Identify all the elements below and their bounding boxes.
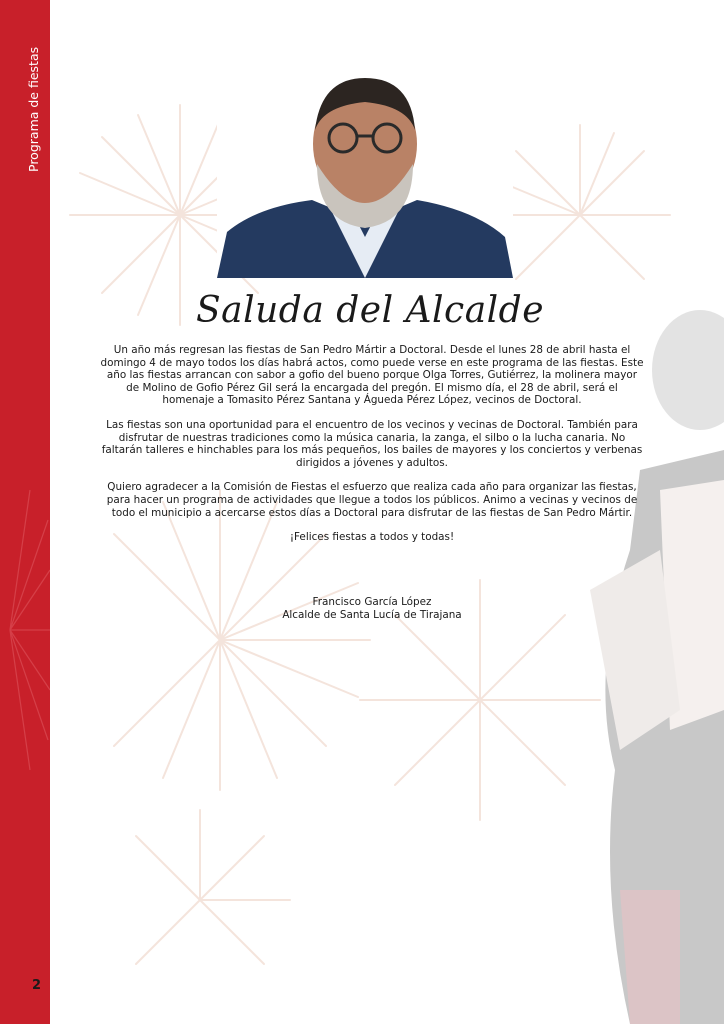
firework-decoration-left	[0, 480, 50, 780]
sidebar-red-bar	[0, 0, 50, 1024]
signature-name: Francisco García López	[312, 596, 432, 608]
signature-block	[230, 596, 514, 622]
mayor-portrait-photo	[217, 72, 513, 278]
paragraph: Quiero agradecer a la Comisión de Fiestas el esfuerzo que realiza cada año para organizar las fiestas, para hacer un programa de actividades que llegue a todos los públicos. Animo a vecinas y vecinos de todo el municipio a acercarse estos días a Doctoral para disfrutar de las fiestas de San Pedro Mártir.	[106, 481, 638, 519]
paragraph: Un año más regresan las fiestas de San Pedro Mártir a Doctoral. Desde el lunes 28 de abril hasta el domingo 4 de mayo todos los días habrá actos, como puede verse en este programa de las fiestas. Este año las fiestas arrancan con sabor a gofio del bueno porque Olga Torres, Gutiérrez, la molinera mayor de Molino de Gofio Pérez Gil será la encargada del pregón. El mismo día, el 28 de abril, será el homenaje a Tomasito Pérez Santana y Águeda Pérez López, vecinos de Doctoral.	[100, 344, 644, 407]
signature-role: Alcalde de Santa Lucía de Tirajana	[282, 609, 462, 621]
page-number: 2	[32, 978, 42, 993]
closing-greeting: ¡Felices fiestas a todos y todas!	[289, 531, 455, 544]
article-body	[100, 344, 644, 556]
page-title: Saluda del Alcalde	[195, 290, 545, 331]
section-label: Programa de fiestas	[26, 46, 41, 172]
paragraph: Las fiestas son una oportunidad para el encuentro de los vecinos y vecinas de Doctoral. También para disfrutar de nuestras tradiciones como la música canaria, la zanga, el silbo o la lucha canaria. No faltarán talleres e hinchables para los más pequeños, los bailes de mayores y los conciertos y verbenas dirigidos a jóvenes y adultos.	[101, 418, 643, 469]
